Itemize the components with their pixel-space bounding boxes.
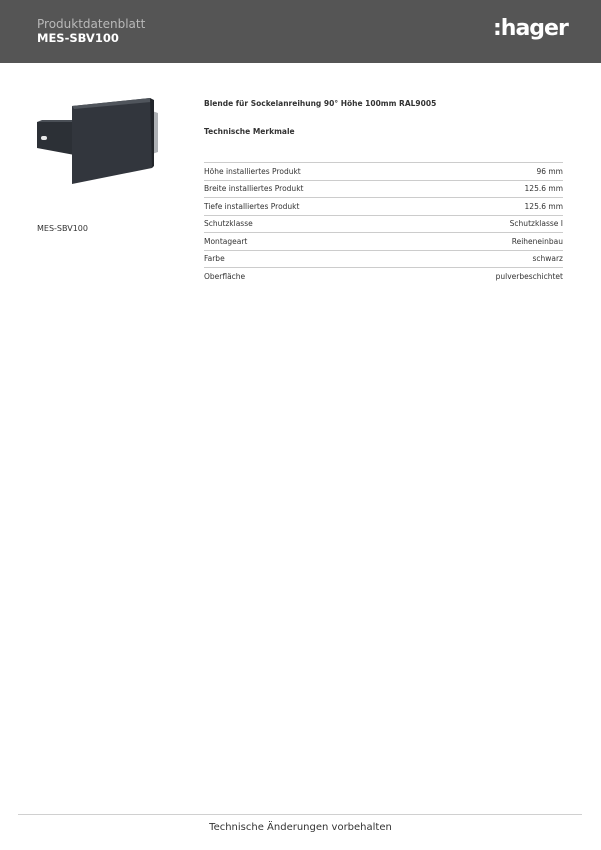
table-row <box>204 268 563 285</box>
spec-label: Tiefe installiertes Produkt <box>204 201 300 211</box>
table-row <box>204 216 563 234</box>
spec-label: Höhe installiertes Produkt <box>204 166 301 176</box>
table-row <box>204 181 563 199</box>
footer-note: Technische Änderungen vorbehalten <box>209 822 392 833</box>
spec-table <box>204 162 563 285</box>
product-description: Blende für Sockelanreihung 90° Höhe 100mm RAL9005 <box>204 99 437 108</box>
table-row <box>204 233 563 251</box>
spec-value: 125.6 mm <box>524 184 563 194</box>
hager-logo: :hager <box>493 16 568 41</box>
page-header <box>0 0 601 63</box>
spec-value: Reiheneinbau <box>511 236 563 246</box>
document-type: Produktdatenblatt <box>37 17 146 31</box>
spec-label: Montageart <box>204 236 248 246</box>
table-row <box>204 198 563 216</box>
spec-value: schwarz <box>532 254 563 264</box>
spec-value: pulverbeschichtet <box>495 271 563 281</box>
footer-divider <box>18 814 582 815</box>
table-row <box>204 163 563 181</box>
product-image <box>34 96 164 192</box>
table-row <box>204 251 563 269</box>
black-cover-plate-bracket-icon <box>34 96 164 188</box>
spec-heading: Technische Merkmale <box>204 127 295 136</box>
product-code-title: MES-SBV100 <box>37 31 119 45</box>
spec-value: Schutzklasse I <box>509 219 563 229</box>
spec-label: Schutzklasse <box>204 219 253 229</box>
spec-label: Oberfläche <box>204 271 246 281</box>
spec-label: Farbe <box>204 254 225 264</box>
spec-value: 96 mm <box>536 166 563 176</box>
spec-value: 125.6 mm <box>524 201 563 211</box>
spec-label: Breite installiertes Produkt <box>204 184 304 194</box>
image-caption: MES-SBV100 <box>37 224 88 233</box>
